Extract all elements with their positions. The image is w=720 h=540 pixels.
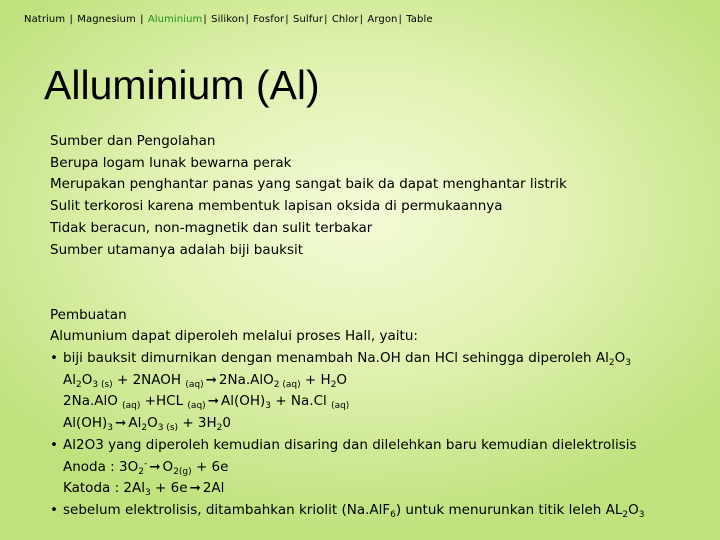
nav-item-argon[interactable]: Argon	[367, 14, 398, 25]
reaction-equation-1: $Al_2O_{3 (s)}$ + 2NAOH $_{(aq)}$ ➞ $2Na.AlO_{2 (aq)} + H_2O$	[63, 371, 348, 390]
sumber-line: Sumber utamanya adalah biji bauksit	[50, 241, 304, 258]
page-title: Alluminium (Al)	[44, 62, 320, 108]
nav-separator: |	[324, 14, 331, 25]
nav-item-aluminium[interactable]: Aluminium	[147, 14, 203, 25]
nav-item-fosfor[interactable]: Fosfor	[253, 14, 285, 25]
reaction-equation-3: $Al(OH)_3$ ➞ $Al_2O_{3 (s)} + 3H_20$	[63, 415, 231, 434]
nav-separator: |	[66, 14, 77, 25]
nav-separator: |	[203, 14, 211, 25]
spacer	[50, 261, 710, 283]
pembuatan-intro: Alumunium dapat diperoleh melalui proses Hall, yaitu:	[50, 328, 418, 345]
right-arrow-icon: ➞	[189, 480, 201, 497]
nav-separator: |	[136, 14, 147, 25]
nav-separator: |	[398, 14, 406, 25]
reaction-equation-2: 2Na.AlO $_{(aq)}$ +HCL $_{(aq)}$ ➞ $Al(OH)_3 + Na.Cl$ $_{(aq)}$	[63, 393, 350, 412]
nav-separator: |	[359, 14, 367, 25]
sumber-line: Sulit terkorosi karena membentuk lapisan oksida di permukaannya	[50, 198, 503, 215]
nav-separator: |	[245, 14, 253, 25]
bullet-item-al2o3: • Al2O3 yang diperoleh kemudian disaring dan dilelehkan baru kemudian dielektrolisis	[50, 435, 710, 457]
sumber-line: Merupakan penghantar panas yang sangat baik da dapat menghantar listrik	[50, 176, 567, 193]
nav-item-chlor[interactable]: Chlor	[331, 14, 359, 25]
anoda-reaction: Anoda : $3O_2^-$ ➞ $O_{2(g)} + 6e$	[63, 458, 229, 477]
sumber-line: Tidak beracun, non-magnetik dan sulit terbakar	[50, 219, 373, 236]
bullet-item-bauksit: • biji bauksit dimurnikan dengan menambah Na.OH dan HCl sehingga diperoleh $Al_2O_3$	[50, 348, 710, 370]
katoda-reaction: Katoda : $2Al_3 + 6e$ ➞ 2Al	[63, 480, 225, 499]
right-arrow-icon: ➞	[149, 458, 161, 475]
nav-item-table[interactable]: Table	[406, 14, 433, 25]
right-arrow-icon: ➞	[115, 415, 127, 432]
right-arrow-icon: ➞	[205, 371, 217, 388]
right-arrow-icon: ➞	[207, 393, 219, 410]
nav-item-magnesium[interactable]: Magnesium	[77, 14, 136, 25]
sumber-line: Berupa logam lunak bewarna perak	[50, 154, 292, 171]
slide-content	[50, 131, 710, 522]
nav-item-sulfur[interactable]: Sulfur	[293, 14, 324, 25]
nav-separator: |	[285, 14, 293, 25]
nav-item-natrium[interactable]: Natrium	[24, 14, 66, 25]
spacer	[50, 283, 710, 305]
sumber-heading: Sumber dan Pengolahan	[50, 133, 216, 149]
pembuatan-heading: Pembuatan	[50, 306, 127, 323]
nav-item-silikon[interactable]: Silikon	[211, 14, 245, 25]
bullet-item-kriolit: • sebelum elektrolisis, ditambahkan kriolit (Na.AlF$_6$) untuk menurunkan titik leleh $AL_2O_3$	[50, 500, 710, 522]
top-navigation	[24, 14, 433, 25]
